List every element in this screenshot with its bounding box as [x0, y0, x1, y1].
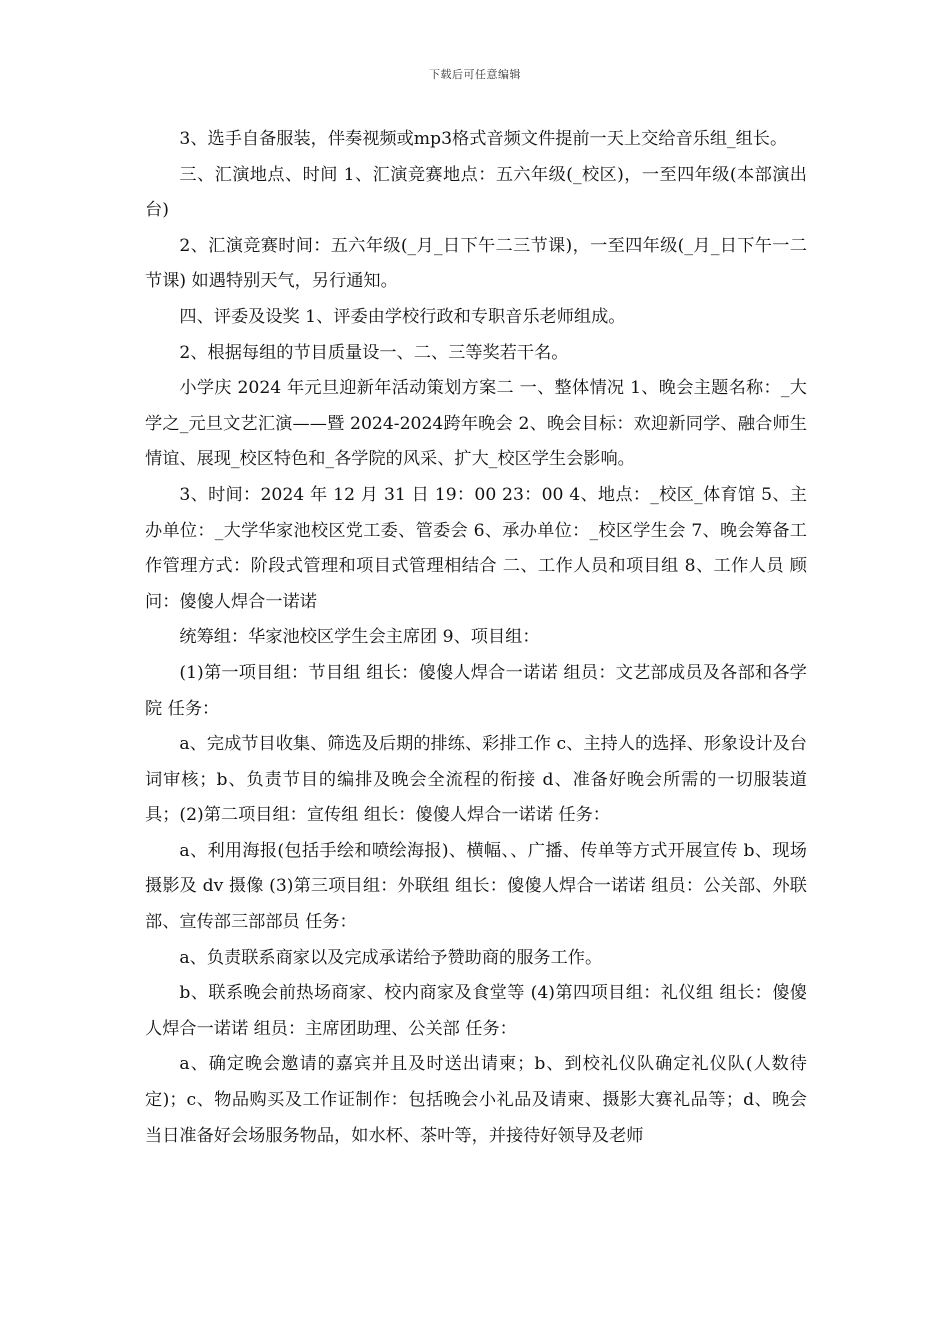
paragraph-etiquette-group: b、联系晚会前热场商家、校内商家及食堂等 (4)第四项目组：礼仪组 组长：傻傻人焊合一诺诺 组员：主席团助理、公关部 任务：	[145, 983, 807, 1039]
document-body	[145, 122, 807, 1154]
paragraph-sponsor-service: a、负责联系商家以及完成承诺给予赞助商的服务工作。	[179, 947, 603, 968]
paragraph-costume-notice: 3、选手自备服装，伴奏视频或mp3格式音频文件提前一天上交给音乐组_组长。	[179, 129, 788, 149]
paragraph-judges: 四、评委及设奖 1、评委由学校行政和专职音乐老师组成。	[179, 306, 626, 327]
paragraph-program-tasks: a、完成节目收集、筛选及后期的排练、彩排工作 c、主持人的选择、形象设计及台词审核；b、负责节目的编排及晚会全流程的衔接 d、准备好晚会所需的一切服装道具；(2)第二项目组：宣传组 组长：傻傻人焊合一诺诺 任务：	[145, 734, 807, 826]
paragraph-coordination-group: 统筹组：华家池校区学生会主席团 9、项目组：	[179, 627, 540, 648]
paragraph-etiquette-tasks: a、确定晚会邀请的嘉宾并且及时送出请柬；b、到校礼仪队确定礼仪队(人数待定)；c、物品购买及工作证制作：包括晚会小礼品及请柬、摄影大赛礼品等；d、晚会当日准备好会场服务物品，如水杯、茶叶等，并接待好领导及老师	[145, 1054, 807, 1146]
paragraph-plan-two-overview: 小学庆 2024 年元旦迎新年活动策划方案二 一、整体情况 1、晚会主题名称：_大学之_元旦文艺汇演——暨 2024-2024跨年晚会 2、晚会目标：欢迎新同学、融合师生情谊、展现_校区特色和_各学院的风采、扩大_校区学生会影响。	[145, 378, 807, 470]
page-header: 下载后可任意编辑	[429, 68, 521, 81]
paragraph-publicity-tasks: a、利用海报(包括手绘和喷绘海报)、横幅、、广播、传单等方式开展宣传 b、现场摄影及 dv 摄像 (3)第三项目组：外联组 组长：傻傻人焊合一诺诺 组员：公关部、外联部、宣传部三部部员 任务：	[145, 840, 807, 933]
paragraph-time-location-organizers: 3、时间：2024 年 12 月 31 日 19：00 23：00 4、地点：_校区_体育馆 5、主办单位：_大学华家池校区党工委、管委会 6、承办单位：_校区学生会 7、晚会筹备工作管理方式：阶段式管理和项目式管理相结合 二、工作人员和项目组 8、工作人员 顾问：傻傻人焊合一诺诺	[145, 484, 807, 612]
paragraph-program-group: (1)第一项目组：节目组 组长：傻傻人焊合一诺诺 组员：文艺部成员及各部和各学院 任务：	[145, 662, 807, 719]
paragraph-awards: 2、根据每组的节目质量设一、二、三等奖若干名。	[179, 342, 569, 363]
paragraph-competition-time: 2、汇演竞赛时间：五六年级(_月_日下午二三节课)，一至四年级(_月_日下午一二节课) 如遇特别天气，另行通知。	[145, 235, 807, 292]
paragraph-venue-time: 三、汇演地点、时间 1、汇演竞赛地点：五六年级(_校区)，一至四年级(本部演出台)	[145, 164, 807, 221]
